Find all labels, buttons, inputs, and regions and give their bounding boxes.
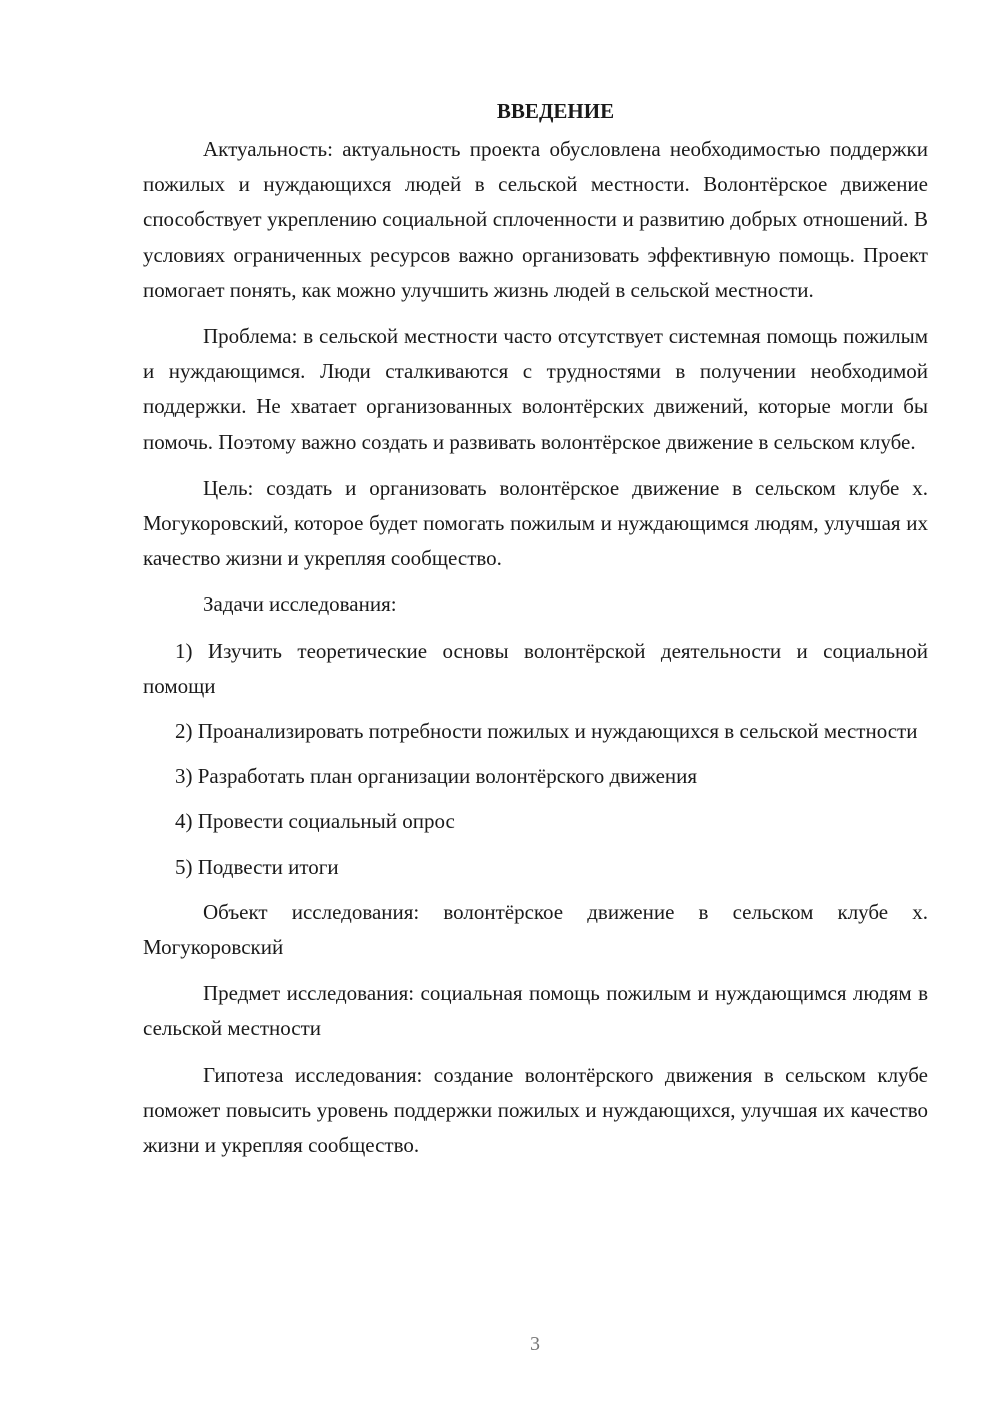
- task-item-4: 4) Провести социальный опрос: [175, 809, 455, 834]
- page-title: ВВЕДЕНИЕ: [496, 99, 615, 123]
- task-item-1: 1) Изучить теоретические основы волонтёрской деятельности и социальной помощи: [143, 638, 928, 698]
- task-item-2: 2) Проанализировать потребности пожилых и нуждающихся в сельской местности: [175, 719, 918, 744]
- paragraph-hypothesis: Гипотеза исследования: создание волонтёрского движения в сельском клубе поможет повысить уровень поддержки пожилых и нуждающихся, улучшая их качество жизни и укрепляя сообщество.: [143, 1062, 928, 1158]
- paragraph-subject: Предмет исследования: социальная помощь пожилым и нуждающимся людям в сельской местности: [143, 981, 928, 1041]
- tasks-heading: Задачи исследования:: [203, 592, 397, 617]
- paragraph-problem: Проблема: в сельской местности часто отсутствует системная помощь пожилым и нуждающимся. Люди сталкиваются с трудностями в получении необходимой поддержки. Не хватает организованных волонтёрских движений, которые могли бы помочь. Поэтому важно создать и развивать волонтёрское движение в сельском клубе.: [143, 324, 928, 454]
- paragraph-goal: Цель: создать и организовать волонтёрское движение в сельском клубе х. Могукоровский, которое будет помогать пожилым и нуждающимся людям, улучшая их качество жизни и укрепляя сообщество.: [143, 475, 928, 571]
- paragraph-relevance: Актуальность: актуальность проекта обусловлена необходимостью поддержки пожилых и нуждающихся людей в сельской местности. Волонтёрское движение способствует укреплению социальной сплоченности и развитию добрых отношений. В условиях ограниченных ресурсов важно организовать эффективную помощь. Проект помогает понять, как можно улучшить жизнь людей в сельской местности.: [143, 137, 928, 302]
- task-item-5: 5) Подвести итоги: [175, 854, 339, 879]
- task-item-3: 3) Разработать план организации волонтёрского движения: [175, 764, 698, 789]
- paragraph-object: Объект исследования: волонтёрское движение в сельском клубе х. Могукоровский: [143, 899, 928, 960]
- page-number: 3: [530, 1333, 540, 1355]
